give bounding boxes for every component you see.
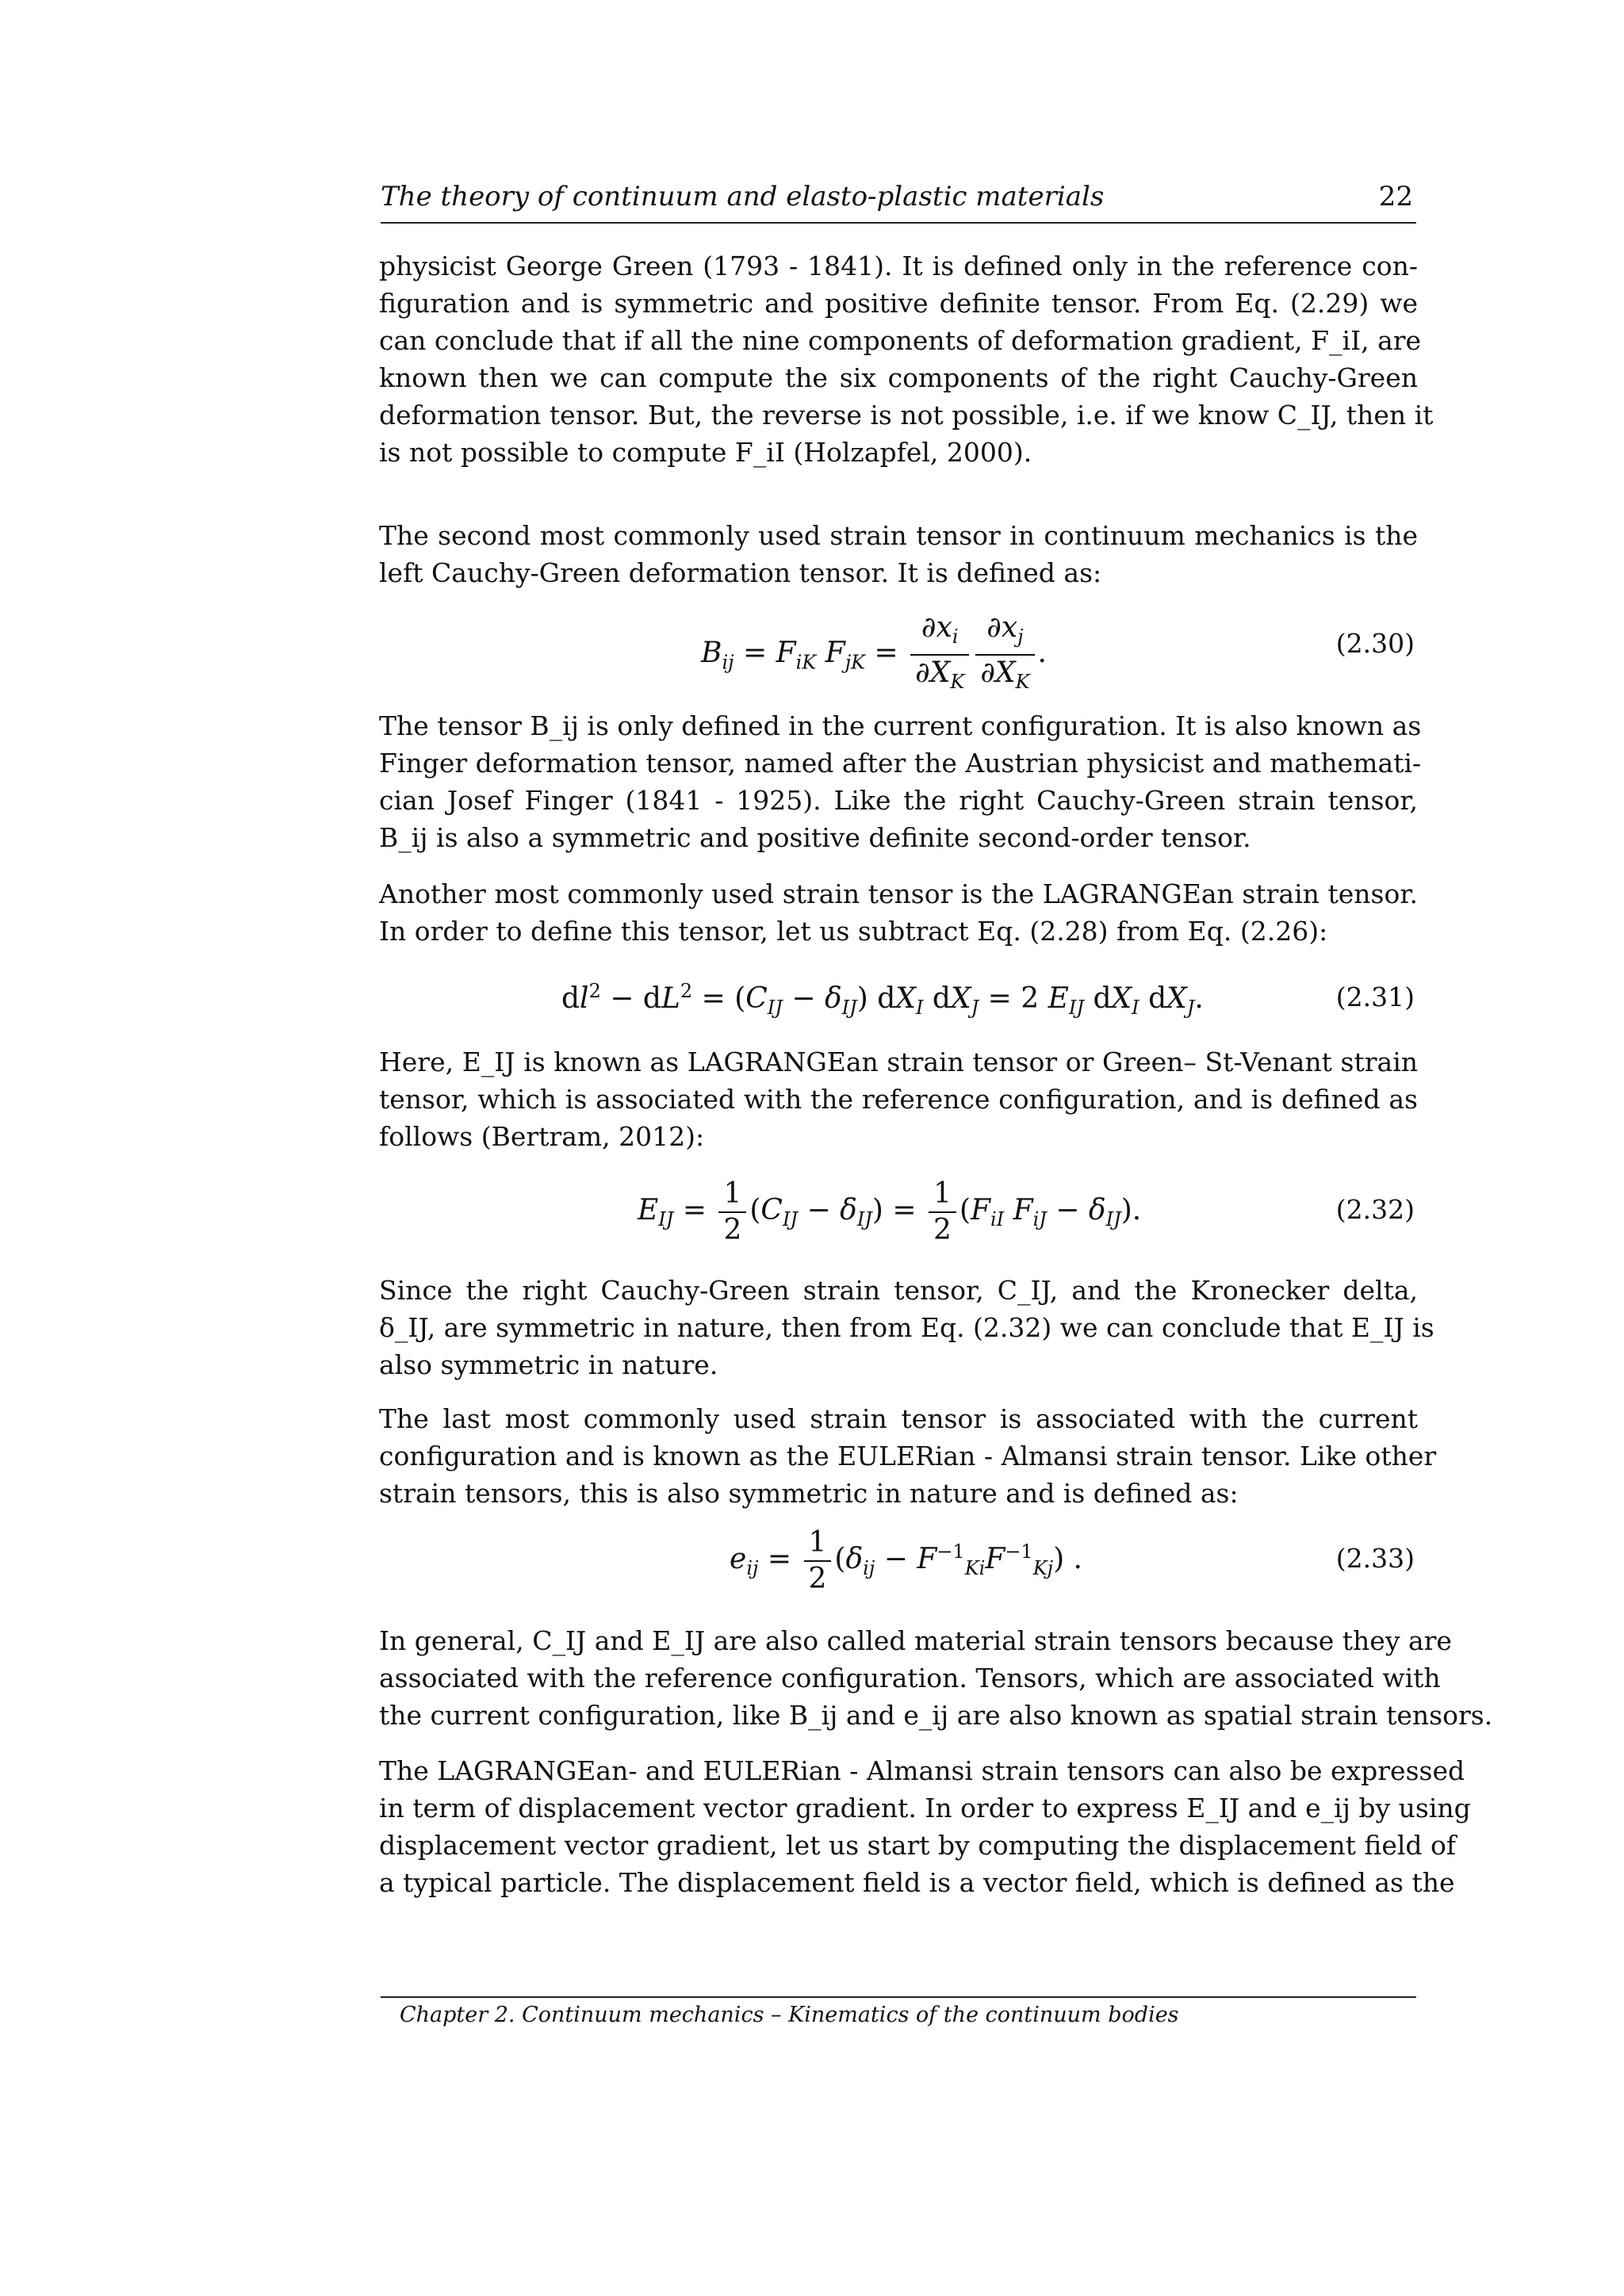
paragraph-4-line-2: In order to define this tensor, let us subtract Eq. (2.28) from Eq. (2.26): xyxy=(379,916,1328,947)
paragraph-1-line-2: figuration and is symmetric and positive definite tensor. From Eq. (2.29) we xyxy=(379,288,1418,319)
footer-rule xyxy=(381,1996,1416,1998)
paragraph-1-line-6: is not possible to compute F_iI (Holzapfel, 2000). xyxy=(379,437,1032,468)
paragraph-6-line-3: also symmetric in nature. xyxy=(379,1349,718,1380)
paragraph-5-line-3: follows (Bertram, 2012): xyxy=(379,1121,705,1152)
paragraph-2 xyxy=(379,517,1418,591)
paragraph-5-line-2: tensor, which is associated with the reference configuration, and is defined as xyxy=(379,1084,1418,1115)
paragraph-9-line-2: in term of displacement vector gradient. In order to express E_IJ and e_ij by using xyxy=(379,1793,1471,1823)
paragraph-3-line-4: B_ij is also a symmetric and positive definite second-order tensor. xyxy=(379,822,1251,853)
paragraph-1-line-5: deformation tensor. But, the reverse is not possible, i.e. if we know C_IJ, then it xyxy=(379,400,1434,430)
paragraph-8-line-2: associated with the reference configuration. Tensors, which are associated with xyxy=(379,1663,1441,1693)
paragraph-5 xyxy=(379,1043,1418,1155)
equation-2-32-body: $E_{IJ}$ = $\frac{1}{2}$ $(C_{IJ} - \delta_{IJ})$ = $\frac{1}{2}$ ($F_{iI}$ $F_{iJ} - \delta_{IJ}$). xyxy=(638,1177,1142,1246)
paragraph-3-line-3: cian Josef Finger (1841 - 1925). Like the right Cauchy-Green strain tensor, xyxy=(379,785,1418,816)
equation-2-30-body: $B_{ij} = F_{iK}$ $F_{jK}$ = $\frac{\partial x_i}{\partial X_K}$ $\frac{\partial x_j}{\partial X_K}$ . xyxy=(701,611,1047,694)
paragraph-5-line-1: Here, E_IJ is known as LAGRANGEan strain tensor or Green– St-Venant strain xyxy=(379,1047,1418,1077)
page-number: 22 xyxy=(1378,181,1413,212)
paragraph-9-line-4: a typical particle. The displacement field is a vector field, which is defined as the xyxy=(379,1867,1455,1898)
paragraph-9-line-1: The LAGRANGEan- and EULERian - Almansi strain tensors can also be expressed xyxy=(379,1755,1465,1786)
equation-2-33-number: (2.33) xyxy=(1335,1543,1415,1574)
paragraph-3-line-1: The tensor B_ij is only defined in the current configuration. It is also known as xyxy=(379,710,1422,741)
paragraph-9-line-3: displacement vector gradient, let us start by computing the displacement field of xyxy=(379,1830,1457,1861)
equation-2-30 xyxy=(379,610,1418,698)
equation-2-33 xyxy=(379,1525,1418,1613)
equation-2-32-number: (2.32) xyxy=(1335,1194,1415,1225)
equation-2-31 xyxy=(379,980,1418,1027)
paragraph-7-line-3: strain tensors, this is also symmetric in nature and is defined as: xyxy=(379,1478,1239,1509)
paragraph-2-line-1: The second most commonly used strain tensor in continuum mechanics is the xyxy=(379,520,1418,551)
paragraph-3-line-2: Finger deformation tensor, named after the Austrian physicist and mathemati- xyxy=(379,748,1422,779)
paragraph-1-line-4: known then we can compute the six components of the right Cauchy-Green xyxy=(379,362,1418,393)
equation-2-31-number: (2.31) xyxy=(1335,982,1415,1012)
paragraph-1-line-1: physicist George Green (1793 - 1841). It is defined only in the reference con- xyxy=(379,251,1418,281)
paragraph-8 xyxy=(379,1622,1493,1734)
paragraph-6-line-2: δ_IJ, are symmetric in nature, then from Eq. (2.32) we can conclude that E_IJ is xyxy=(379,1312,1434,1343)
paragraph-7 xyxy=(379,1400,1437,1512)
equation-2-33-body: $e_{ij}$ = $\frac{1}{2}$ $(\delta_{ij} - F^{-1}_{Ki}F^{-1}_{Kj})$ . xyxy=(730,1526,1082,1595)
paragraph-9 xyxy=(379,1752,1471,1901)
paragraph-7-line-1: The last most commonly used strain tensor is associated with the current xyxy=(379,1403,1418,1434)
running-footer: Chapter 2. Continuum mechanics – Kinematics of the continuum bodies xyxy=(400,2003,1179,2027)
paragraph-4-line-1: Another most commonly used strain tensor is the LAGRANGEan strain tensor. xyxy=(379,878,1418,909)
paragraph-8-line-3: the current configuration, like B_ij and e_ij are also known as spatial strain tensors. xyxy=(379,1700,1493,1731)
paragraph-3 xyxy=(379,707,1422,856)
paragraph-6-line-1: Since the right Cauchy-Green strain tensor, C_IJ, and the Kronecker delta, xyxy=(379,1275,1418,1306)
equation-2-30-number: (2.30) xyxy=(1335,628,1415,659)
equation-2-31-body: $dl^2 - dL^2 = (C_{IJ} - \delta_{IJ})$ $dX_I$ $dX_J = 2$ $E_{IJ}$ $dX_I$ $dX_J$. xyxy=(561,980,1204,1020)
paragraph-2-line-2: left Cauchy-Green deformation tensor. It is defined as: xyxy=(379,557,1102,588)
paragraph-4 xyxy=(379,875,1418,950)
running-header-title: The theory of continuum and elasto-plastic materials xyxy=(381,181,1105,212)
paragraph-1 xyxy=(379,247,1434,471)
paragraph-1-line-3: can conclude that if all the nine components of deformation gradient, F_iI, are xyxy=(379,325,1422,356)
paragraph-7-line-2: configuration and is known as the EULERian - Almansi strain tensor. Like other xyxy=(379,1441,1437,1471)
paragraph-6 xyxy=(379,1272,1434,1383)
running-header xyxy=(381,181,1416,224)
equation-2-32 xyxy=(379,1177,1418,1264)
paragraph-8-line-1: In general, C_IJ and E_IJ are also called material strain tensors because they are xyxy=(379,1625,1452,1656)
